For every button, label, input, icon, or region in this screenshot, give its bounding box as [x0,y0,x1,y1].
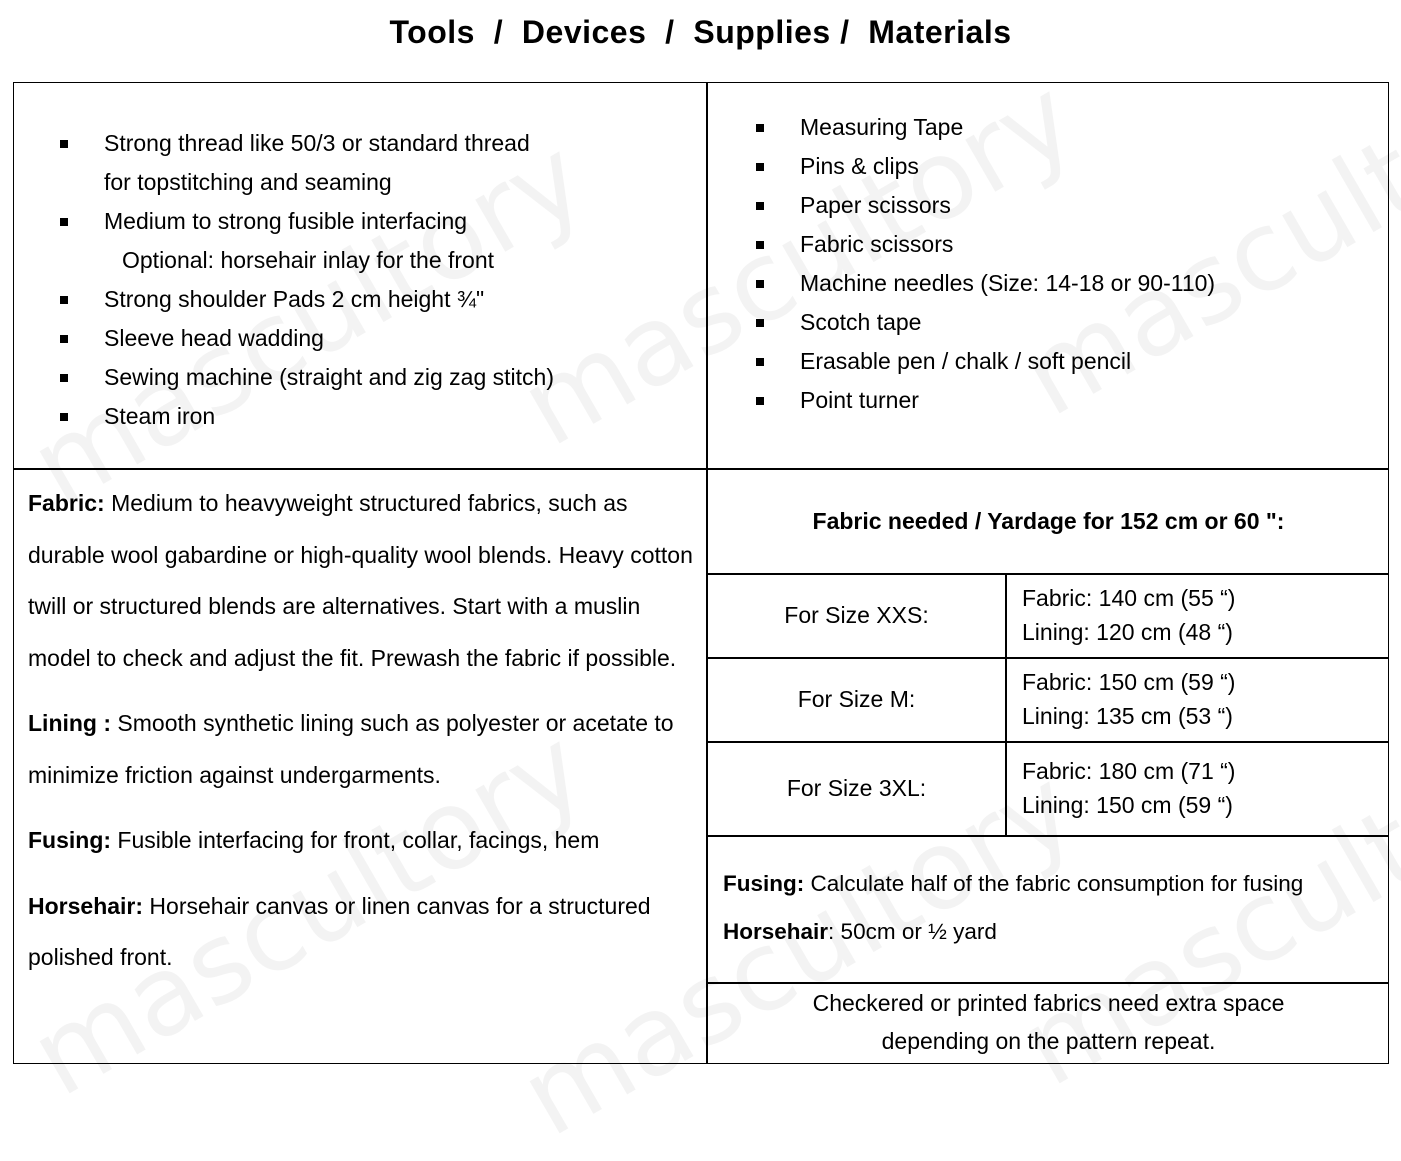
pattern-repeat-note: Checkered or printed fabrics need extra space depending on the pattern repeat. [812,990,1285,1054]
lining-amount: Lining: 135 cm (53 “) [1022,703,1233,729]
list-item: Steam iron [58,397,698,436]
size-label: For Size 3XL: [786,775,927,801]
horsehair-paragraph: Horsehair: Horsehair canvas or linen canvas for a structured polished front. [28,892,651,970]
list-item: Sleeve head wadding [58,319,698,358]
list-item: Point turner [754,381,1374,420]
size-amounts [1022,581,1382,649]
fabric-amount: Fabric: 150 cm (59 “) [1022,669,1236,695]
fabric-paragraph: Fabric: Medium to heavyweight structured fabrics, such as durable wool gabardine or high-quality wool blends. Heavy cotton twill or structured blends are alternatives. Start with a muslin model to check and adjust the fit. Prewash the fabric if possible. [28,490,693,671]
row-divider [13,468,1389,470]
lining-amount: Lining: 120 cm (48 “) [1022,619,1233,645]
row-divider [706,657,1389,659]
materials-description [28,478,698,984]
row-divider [706,573,1389,575]
list-item: Medium to strong fusible interfacing Optional: horsehair inlay for the front [58,202,698,280]
lining-paragraph: Lining : Smooth synthetic lining such as polyester or acetate to minimize friction against undergarments. [28,710,674,788]
row-divider [706,835,1389,837]
list-item: Machine needles (Size: 14-18 or 90-110) [754,264,1374,303]
list-item: Measuring Tape [754,108,1374,147]
fusing-paragraph: Fusing: Fusible interfacing for front, collar, facings, hem [28,827,600,853]
list-item: Strong shoulder Pads 2 cm height ¾" [58,280,698,319]
tools-list-left [58,124,698,436]
list-item: Strong thread like 50/3 or standard thread for topstitching and seaming [58,124,698,202]
list-item: Fabric scissors [754,225,1374,264]
fusing-horsehair-amounts [723,860,1383,956]
size-amounts [1022,665,1382,733]
page-title: Tools / Devices / Supplies / Materials [389,14,1012,50]
lining-amount: Lining: 150 cm (59 “) [1022,792,1233,818]
fusing-amount: Fusing: Calculate half of the fabric consumption for fusing [723,871,1304,896]
fabric-amount: Fabric: 180 cm (71 “) [1022,758,1236,784]
list-item: Scotch tape [754,303,1374,342]
size-label: For Size M: [797,686,916,712]
size-label: For Size XXS: [784,602,929,628]
row-divider [706,741,1389,743]
fabric-amount: Fabric: 140 cm (55 “) [1022,585,1236,611]
tools-list-right [754,108,1374,420]
list-item: Paper scissors [754,186,1374,225]
list-item: Erasable pen / chalk / soft pencil [754,342,1374,381]
horsehair-amount: Horsehair: 50cm or ½ yard [723,919,997,944]
column-divider [1005,573,1007,835]
size-amounts [1022,754,1382,822]
list-item: Pins & clips [754,147,1374,186]
list-item: Sewing machine (straight and zig zag stitch) [58,358,698,397]
yardage-heading: Fabric needed / Yardage for 152 cm or 60 ": [812,508,1285,534]
